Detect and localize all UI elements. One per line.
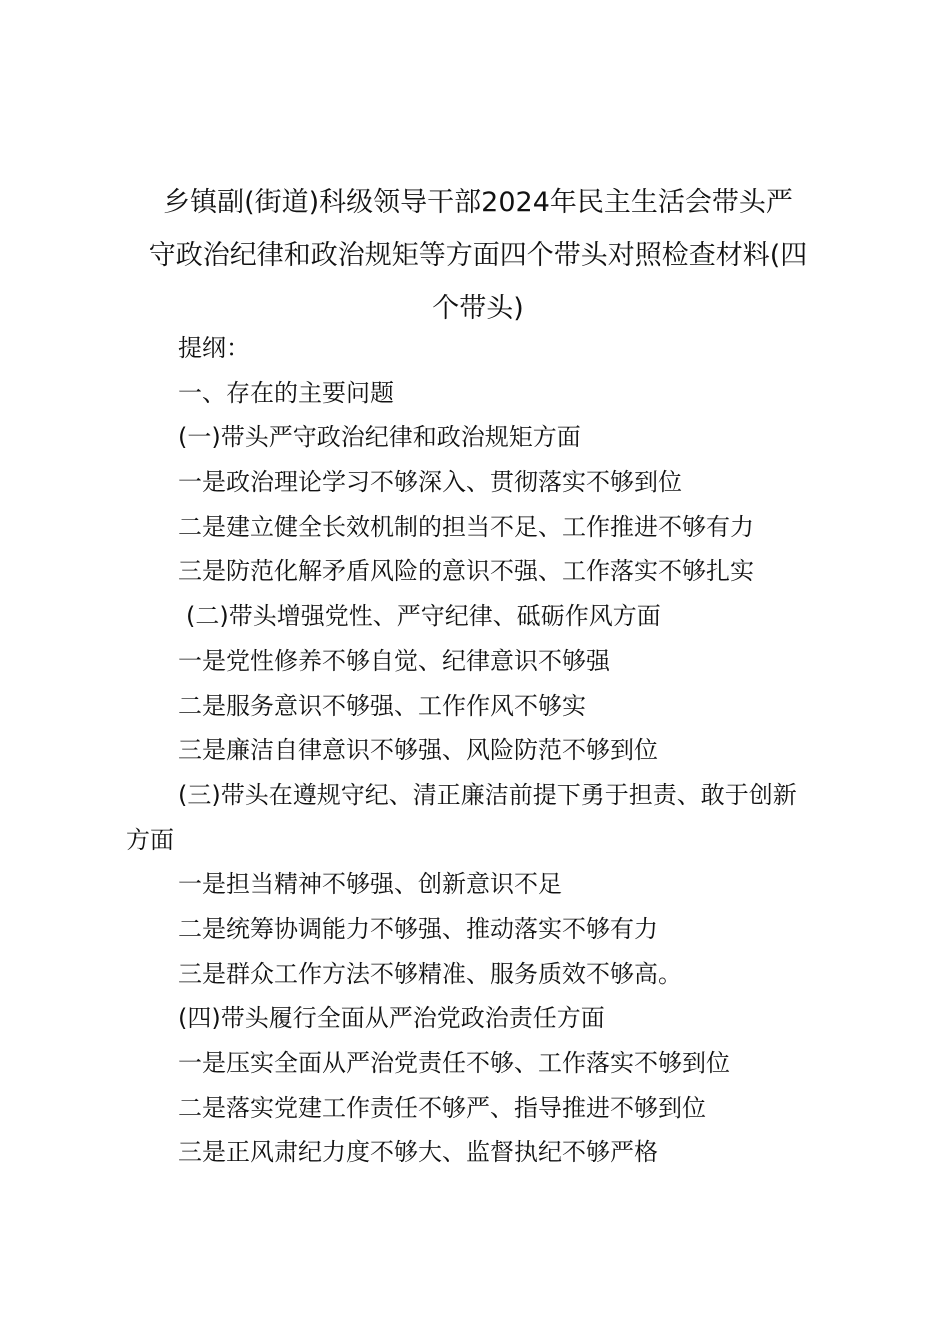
document-body [126, 326, 830, 1175]
group-4-item-2: 二是落实党建工作责任不够严、指导推进不够到位 [178, 1093, 706, 1122]
group-4-item-1: 一是压实全面从严治党责任不够、工作落实不够到位 [178, 1049, 730, 1077]
group-2-item-1: 一是党性修养不够自觉、纪律意识不够强 [178, 646, 610, 675]
group-4-heading: (四)带头履行全面从严治党政治责任方面 [178, 1004, 605, 1033]
group-1-item-3: 三是防范化解矛盾风险的意识不强、工作落实不够扎实 [178, 557, 754, 586]
group-3-heading-continuation: 方面 [126, 825, 174, 854]
document-title [126, 176, 830, 335]
group-3-item-2: 二是统筹协调能力不够强、推动落实不够有力 [178, 914, 658, 943]
group-1-item-1: 一是政治理论学习不够深入、贯彻落实不够到位 [178, 468, 682, 497]
group-2-item-3: 三是廉洁自律意识不够强、风险防范不够到位 [178, 736, 658, 765]
group-3-heading: (三)带头在遵规守纪、清正廉洁前提下勇于担责、敢于创新 [178, 780, 797, 809]
group-3-item-3: 三是群众工作方法不够精准、服务质效不够高。 [178, 959, 682, 988]
group-2-item-2: 二是服务意识不够强、工作作风不够实 [178, 691, 586, 720]
section-heading: 一、存在的主要问题 [178, 378, 394, 407]
title-line-1: 乡镇副(街道)科级领导干部2024年民主生活会带头严 [163, 187, 793, 218]
group-2-heading: (二)带头增强党性、严守纪律、砥砺作风方面 [186, 602, 661, 631]
group-3-item-1: 一是担当精神不够强、创新意识不足 [178, 870, 562, 899]
group-4-item-3: 三是正风肃纪力度不够大、监督执纪不够严格 [178, 1138, 658, 1167]
title-line-2: 守政治纪律和政治规矩等方面四个带头对照检查材料(四 [148, 240, 808, 271]
outline-label: 提纲： [178, 334, 250, 362]
group-1-heading: (一)带头严守政治纪律和政治规矩方面 [178, 423, 581, 452]
title-line-3: 个带头) [432, 293, 524, 324]
group-1-item-2: 二是建立健全长效机制的担当不足、工作推进不够有力 [178, 512, 754, 541]
